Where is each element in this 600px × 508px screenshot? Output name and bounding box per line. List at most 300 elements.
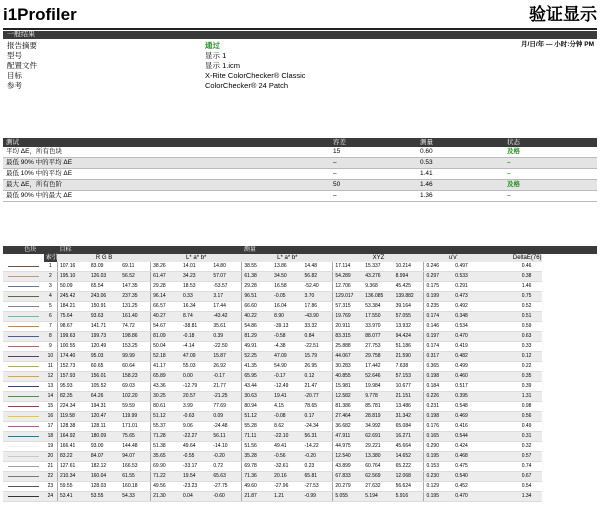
- patch-swatch: [3, 412, 44, 422]
- patch-tb: -27.75: [211, 482, 241, 492]
- patch-row: [3, 452, 597, 462]
- patch-ma: 16.04: [272, 302, 302, 312]
- patch-row: [3, 472, 597, 482]
- patch-ta: 0.33: [181, 292, 211, 302]
- patch-ma: 20.16: [272, 472, 302, 482]
- patch-tl: 52.18: [151, 352, 181, 362]
- stats-tolerance: –: [330, 191, 417, 202]
- patch-y: 13.380: [363, 452, 393, 462]
- patch-y: 15.337: [363, 262, 393, 272]
- summary-value: 显示 1.icm: [205, 61, 241, 70]
- patch-b: 74.72: [120, 322, 150, 332]
- patch-tb: 26.92: [211, 362, 241, 372]
- patch-tb: 0.39: [211, 332, 241, 342]
- patch-ma: 54.90: [272, 362, 302, 372]
- patch-b: 59.59: [120, 402, 150, 412]
- patch-spacer: [483, 472, 511, 482]
- patch-z: 12.068: [394, 472, 424, 482]
- patch-swatch: [3, 462, 44, 472]
- patch-tb: 17.44: [211, 302, 241, 312]
- patch-ta: -4.14: [181, 342, 211, 352]
- patch-index: 6: [44, 312, 58, 322]
- patch-spacer: [483, 372, 511, 382]
- patch-tb: -0.20: [211, 452, 241, 462]
- patch-de: 0.63: [511, 332, 542, 342]
- patch-tl: 55.37: [151, 422, 181, 432]
- patch-v: 0.424: [453, 442, 482, 452]
- patch-spacer: [483, 492, 511, 502]
- group-header-target: 目标: [57, 246, 241, 254]
- patch-z: 65.084: [394, 422, 424, 432]
- patch-ma: 1.21: [272, 492, 302, 502]
- patch-swatch: [3, 292, 44, 302]
- header-xyz: XYZ: [333, 254, 424, 262]
- patch-ma: -39.13: [272, 322, 302, 332]
- patch-x: 44.975: [333, 442, 363, 452]
- patch-g: 199.73: [89, 332, 120, 342]
- patch-tb: -14.10: [211, 442, 241, 452]
- patch-color-line: [8, 436, 39, 438]
- patch-ta: 16.34: [181, 302, 211, 312]
- patch-ml: 81.29: [242, 332, 272, 342]
- header-spacer: [483, 254, 511, 262]
- patch-tb: -21.25: [211, 392, 241, 402]
- patch-de: 0.74: [511, 462, 542, 472]
- patch-index: 3: [44, 282, 58, 292]
- patch-tl: 81.09: [151, 332, 181, 342]
- patch-y: 17.442: [363, 362, 393, 372]
- patch-index: 21: [44, 462, 58, 472]
- patch-de: 0.35: [511, 372, 542, 382]
- patch-row: [3, 322, 597, 332]
- patch-b: 102.20: [120, 392, 150, 402]
- patch-ta: 3.99: [181, 402, 211, 412]
- patch-v: 0.469: [453, 412, 482, 422]
- patch-g: 60.65: [89, 362, 120, 372]
- patch-x: 67.833: [333, 472, 363, 482]
- patch-v: 0.473: [453, 292, 482, 302]
- patch-index: 14: [44, 392, 58, 402]
- patch-mb: 0.23: [303, 462, 333, 472]
- patch-ml: 51.56: [242, 442, 272, 452]
- patch-index: 2: [44, 272, 58, 282]
- patch-x: 27.464: [333, 412, 363, 422]
- patch-y: 62.569: [363, 472, 393, 482]
- patch-u: 0.165: [424, 432, 453, 442]
- patch-swatch: [3, 322, 44, 332]
- patch-u: 0.153: [424, 462, 453, 472]
- patch-de: 0.54: [511, 482, 542, 492]
- patch-z: 45.664: [394, 442, 424, 452]
- patch-spacer: [483, 402, 511, 412]
- patch-tb: 0.09: [211, 412, 241, 422]
- patch-color-line: [8, 346, 39, 348]
- patch-de: 0.52: [511, 302, 542, 312]
- patch-u: 0.198: [424, 412, 453, 422]
- patch-r: 119.58: [57, 412, 88, 422]
- patch-index: 23: [44, 482, 58, 492]
- patch-ma: -32.61: [272, 462, 302, 472]
- patch-de: 1.31: [511, 392, 542, 402]
- summary-value: ColorChecker® 24 Patch: [205, 81, 289, 90]
- stats-test: 最低 10% 中的平均 ΔE: [3, 169, 330, 180]
- patch-y: 29.758: [363, 352, 393, 362]
- patch-mb: -27.53: [303, 482, 333, 492]
- patch-y: 53.384: [363, 302, 393, 312]
- patch-y: 52.646: [363, 372, 393, 382]
- patch-mb: -0.99: [303, 492, 333, 502]
- patch-y: 28.819: [363, 412, 393, 422]
- patch-row: [3, 332, 597, 342]
- patch-g: 93.00: [89, 442, 120, 452]
- patch-color-line: [8, 386, 39, 388]
- patch-mb: 15.79: [303, 352, 333, 362]
- patch-mb: 56.31: [303, 432, 333, 442]
- patch-de: 0.46: [511, 262, 542, 272]
- patch-z: 57.055: [394, 312, 424, 322]
- patch-b: 75.65: [120, 432, 150, 442]
- general-section-bar: [3, 31, 597, 39]
- patch-tb: -22.50: [211, 342, 241, 352]
- patch-mb: 3.70: [303, 292, 333, 302]
- patch-x: 19.769: [333, 312, 363, 322]
- patch-r: 157.93: [57, 372, 88, 382]
- patch-ml: 54.86: [242, 322, 272, 332]
- patch-row: [3, 272, 597, 282]
- patch-ma: -0.58: [272, 332, 302, 342]
- stats-measured: 1.46: [417, 180, 504, 191]
- patch-row: [3, 282, 597, 292]
- patch-u: 0.317: [424, 352, 453, 362]
- patch-tl: 54.67: [151, 322, 181, 332]
- patch-mb: -0.20: [303, 452, 333, 462]
- patch-row: [3, 342, 597, 352]
- patch-ta: 0.04: [181, 492, 211, 502]
- patch-g: 182.12: [89, 462, 120, 472]
- patch-r: 95.93: [57, 382, 88, 392]
- patch-swatch: [3, 482, 44, 492]
- patch-ml: 55.28: [242, 422, 272, 432]
- patch-de: 0.49: [511, 422, 542, 432]
- patch-tl: 66.57: [151, 302, 181, 312]
- patch-r: 195.10: [57, 272, 88, 282]
- patch-row: [3, 462, 597, 472]
- patch-mb: 0.12: [303, 372, 333, 382]
- patch-ma: 49.41: [272, 442, 302, 452]
- patch-color-line: [8, 476, 39, 478]
- patch-ta: 55.03: [181, 362, 211, 372]
- patch-swatch: [3, 352, 44, 362]
- stats-header-measured: 测量: [417, 138, 504, 147]
- patch-b: 161.40: [120, 312, 150, 322]
- group-header-measured: 测量: [242, 246, 597, 254]
- patch-z: 57.153: [394, 372, 424, 382]
- patch-x: 17.114: [333, 262, 363, 272]
- patch-spacer: [483, 362, 511, 372]
- patch-ta: 49.64: [181, 442, 211, 452]
- patch-index: 1: [44, 262, 58, 272]
- patch-ml: 41.35: [242, 362, 272, 372]
- patch-ml: 71.11: [242, 432, 272, 442]
- patch-r: 210.34: [57, 472, 88, 482]
- patch-color-line: [8, 296, 39, 298]
- patch-color-line: [8, 316, 39, 318]
- patch-y: 27.632: [363, 482, 393, 492]
- summary-label: 参考: [7, 81, 22, 90]
- patch-ta: 0.00: [181, 372, 211, 382]
- patch-u: 0.290: [424, 442, 453, 452]
- stats-row: [3, 191, 597, 202]
- general-section-title: 一般结果: [7, 31, 35, 38]
- patch-de: 0.75: [511, 292, 542, 302]
- patch-v: 0.497: [453, 262, 482, 272]
- patch-row: [3, 392, 597, 402]
- patch-spacer: [483, 392, 511, 402]
- patch-b: 171.01: [120, 422, 150, 432]
- patch-tb: -0.60: [211, 492, 241, 502]
- patch-spacer: [483, 282, 511, 292]
- patch-ta: 20.57: [181, 392, 211, 402]
- patch-ma: 8.90: [272, 312, 302, 322]
- patch-mb: 14.48: [303, 262, 333, 272]
- patch-u: 0.175: [424, 282, 453, 292]
- patch-r: 164.92: [57, 432, 88, 442]
- patch-swatch: [3, 442, 44, 452]
- summary-value: 通过: [205, 41, 220, 50]
- patch-g: 156.01: [89, 372, 120, 382]
- patch-color-line: [8, 496, 39, 498]
- patch-ma: -0.08: [272, 412, 302, 422]
- stats-measured: 0.53: [417, 158, 504, 169]
- patch-ml: 49.91: [242, 342, 272, 352]
- patch-color-line: [8, 486, 39, 488]
- patch-b: 131.25: [120, 302, 150, 312]
- patch-color-line: [8, 356, 39, 358]
- patch-ma: -0.56: [272, 452, 302, 462]
- patch-de: 1.46: [511, 282, 542, 292]
- patch-de: 0.56: [511, 412, 542, 422]
- patch-ml: 35.28: [242, 452, 272, 462]
- patch-v: 0.468: [453, 452, 482, 462]
- patch-tb: -0.17: [211, 372, 241, 382]
- patch-ml: 43.44: [242, 382, 272, 392]
- app-title: i1Profiler: [3, 5, 77, 24]
- patch-de: 0.59: [511, 322, 542, 332]
- patch-color-line: [8, 426, 39, 428]
- patch-swatch: [3, 362, 44, 372]
- patch-ma: 16.58: [272, 282, 302, 292]
- patch-tb: -24.48: [211, 422, 241, 432]
- patch-color-line: [8, 416, 39, 418]
- patch-g: 141.71: [89, 322, 120, 332]
- report-header: [3, 4, 597, 28]
- patch-u: 0.235: [424, 302, 453, 312]
- patch-ta: -0.63: [181, 412, 211, 422]
- patch-v: 0.419: [453, 342, 482, 352]
- patch-u: 0.129: [424, 482, 453, 492]
- summary-row: [3, 71, 597, 81]
- patch-row: [3, 432, 597, 442]
- patch-r: 184.21: [57, 302, 88, 312]
- header-lab-measured: L* a* b*: [242, 254, 333, 262]
- patch-tl: 65.89: [151, 372, 181, 382]
- patch-ta: -22.27: [181, 432, 211, 442]
- patch-x: 25.888: [333, 342, 363, 352]
- patch-color-line: [8, 286, 39, 288]
- patch-u: 0.365: [424, 362, 453, 372]
- patch-v: 0.416: [453, 422, 482, 432]
- patch-u: 0.184: [424, 382, 453, 392]
- patch-r: 82.35: [57, 392, 88, 402]
- patches-table: [3, 246, 597, 502]
- patch-tl: 29.28: [151, 282, 181, 292]
- patch-spacer: [483, 302, 511, 312]
- stats-row: [3, 158, 597, 169]
- patch-row: [3, 372, 597, 382]
- patch-mb: -22.51: [303, 342, 333, 352]
- patch-b: 94.07: [120, 452, 150, 462]
- patch-tb: -43.42: [211, 312, 241, 322]
- patch-r: 83.22: [57, 452, 88, 462]
- patch-swatch: [3, 392, 44, 402]
- patch-tl: 30.25: [151, 392, 181, 402]
- stats-status: –: [504, 158, 597, 169]
- patch-tb: -53.57: [211, 282, 241, 292]
- patch-spacer: [483, 432, 511, 442]
- patch-r: 100.55: [57, 342, 88, 352]
- stats-status: –: [504, 169, 597, 180]
- patches-header-row: [3, 254, 597, 262]
- patch-swatch: [3, 282, 44, 292]
- summary-row: [3, 81, 597, 91]
- patch-tl: 80.61: [151, 402, 181, 412]
- patch-tb: 56.11: [211, 432, 241, 442]
- stats-measured: 1.41: [417, 169, 504, 180]
- patch-spacer: [483, 322, 511, 332]
- patch-v: 0.533: [453, 272, 482, 282]
- patch-index: 19: [44, 442, 58, 452]
- patch-v: 0.475: [453, 462, 482, 472]
- patch-color-line: [8, 396, 39, 398]
- patch-v: 0.470: [453, 332, 482, 342]
- patch-tl: 40.27: [151, 312, 181, 322]
- stats-table: [3, 138, 597, 202]
- patch-b: 61.55: [120, 472, 150, 482]
- patch-z: 8.994: [394, 272, 424, 282]
- patch-z: 94.424: [394, 332, 424, 342]
- patch-ml: 40.22: [242, 312, 272, 322]
- stats-test: 最大 ΔE，所有色阶: [3, 180, 330, 191]
- patch-r: 152.73: [57, 362, 88, 372]
- summary-label: 配置文件: [7, 61, 37, 70]
- summary-row: [3, 51, 597, 61]
- patch-ma: 47.09: [272, 352, 302, 362]
- patch-x: 20.911: [333, 322, 363, 332]
- patch-swatch: [3, 402, 44, 412]
- patch-swatch: [3, 452, 44, 462]
- patch-tl: 96.14: [151, 292, 181, 302]
- patch-index: 17: [44, 422, 58, 432]
- patch-index: 24: [44, 492, 58, 502]
- patch-b: 198.86: [120, 332, 150, 342]
- patch-row: [3, 362, 597, 372]
- patch-u: 0.146: [424, 322, 453, 332]
- patch-tl: 50.04: [151, 342, 181, 352]
- patch-row: [3, 292, 597, 302]
- header-index: 索引: [45, 255, 58, 261]
- patch-ma: -22.10: [272, 432, 302, 442]
- patch-r: 59.55: [57, 482, 88, 492]
- patch-color-line: [8, 456, 39, 458]
- patch-ml: 80.94: [242, 402, 272, 412]
- patch-ml: 30.63: [242, 392, 272, 402]
- patch-spacer: [483, 382, 511, 392]
- patch-g: 120.47: [89, 412, 120, 422]
- patch-mb: -14.22: [303, 442, 333, 452]
- patch-ta: -0.55: [181, 452, 211, 462]
- patch-z: 56.624: [394, 482, 424, 492]
- patch-swatch: [3, 372, 44, 382]
- patch-y: 43.276: [363, 272, 393, 282]
- patch-de: 0.31: [511, 432, 542, 442]
- patch-ta: -12.79: [181, 382, 211, 392]
- stats-row: [3, 180, 597, 191]
- patch-x: 12.540: [333, 452, 363, 462]
- patch-de: 0.57: [511, 452, 542, 462]
- patch-row: [3, 312, 597, 322]
- patch-row: [3, 412, 597, 422]
- stats-header-tolerance: 容差: [330, 138, 417, 147]
- patch-de: 0.38: [511, 272, 542, 282]
- patch-x: 129.017: [333, 292, 363, 302]
- patch-y: 34.992: [363, 422, 393, 432]
- patches-group-header-row: [3, 246, 597, 254]
- patch-z: 10.677: [394, 382, 424, 392]
- patch-v: 0.534: [453, 322, 482, 332]
- patch-r: 107.16: [57, 262, 88, 272]
- patch-color-line: [8, 266, 39, 268]
- patch-r: 166.41: [57, 442, 88, 452]
- patch-index: 22: [44, 472, 58, 482]
- patch-de: 0.98: [511, 402, 542, 412]
- patch-b: 144.48: [120, 442, 150, 452]
- patch-color-line: [8, 406, 39, 408]
- patch-b: 56.52: [120, 272, 150, 282]
- patch-index: 7: [44, 322, 58, 332]
- summary-value: X-Rite ColorChecker® Classic: [205, 71, 306, 80]
- header-uv: u'v': [424, 254, 483, 262]
- patch-g: 126.03: [89, 272, 120, 282]
- stats-tolerance: –: [330, 169, 417, 180]
- patch-g: 243.06: [89, 292, 120, 302]
- patch-x: 12.706: [333, 282, 363, 292]
- patch-y: 60.764: [363, 462, 393, 472]
- patch-x: 12.582: [333, 392, 363, 402]
- patch-u: 0.231: [424, 402, 453, 412]
- patch-mb: -24.34: [303, 422, 333, 432]
- patch-u: 0.174: [424, 342, 453, 352]
- patch-ml: 52.25: [242, 352, 272, 362]
- patch-ta: 14.01: [181, 262, 211, 272]
- patch-swatch: [3, 272, 44, 282]
- patch-g: 194.31: [89, 402, 120, 412]
- patch-b: 237.35: [120, 292, 150, 302]
- patch-ma: 4.15: [272, 402, 302, 412]
- patch-y: 136.085: [363, 292, 393, 302]
- patch-ma: 34.50: [272, 272, 302, 282]
- patch-tl: 35.65: [151, 452, 181, 462]
- patch-swatch: [3, 472, 44, 482]
